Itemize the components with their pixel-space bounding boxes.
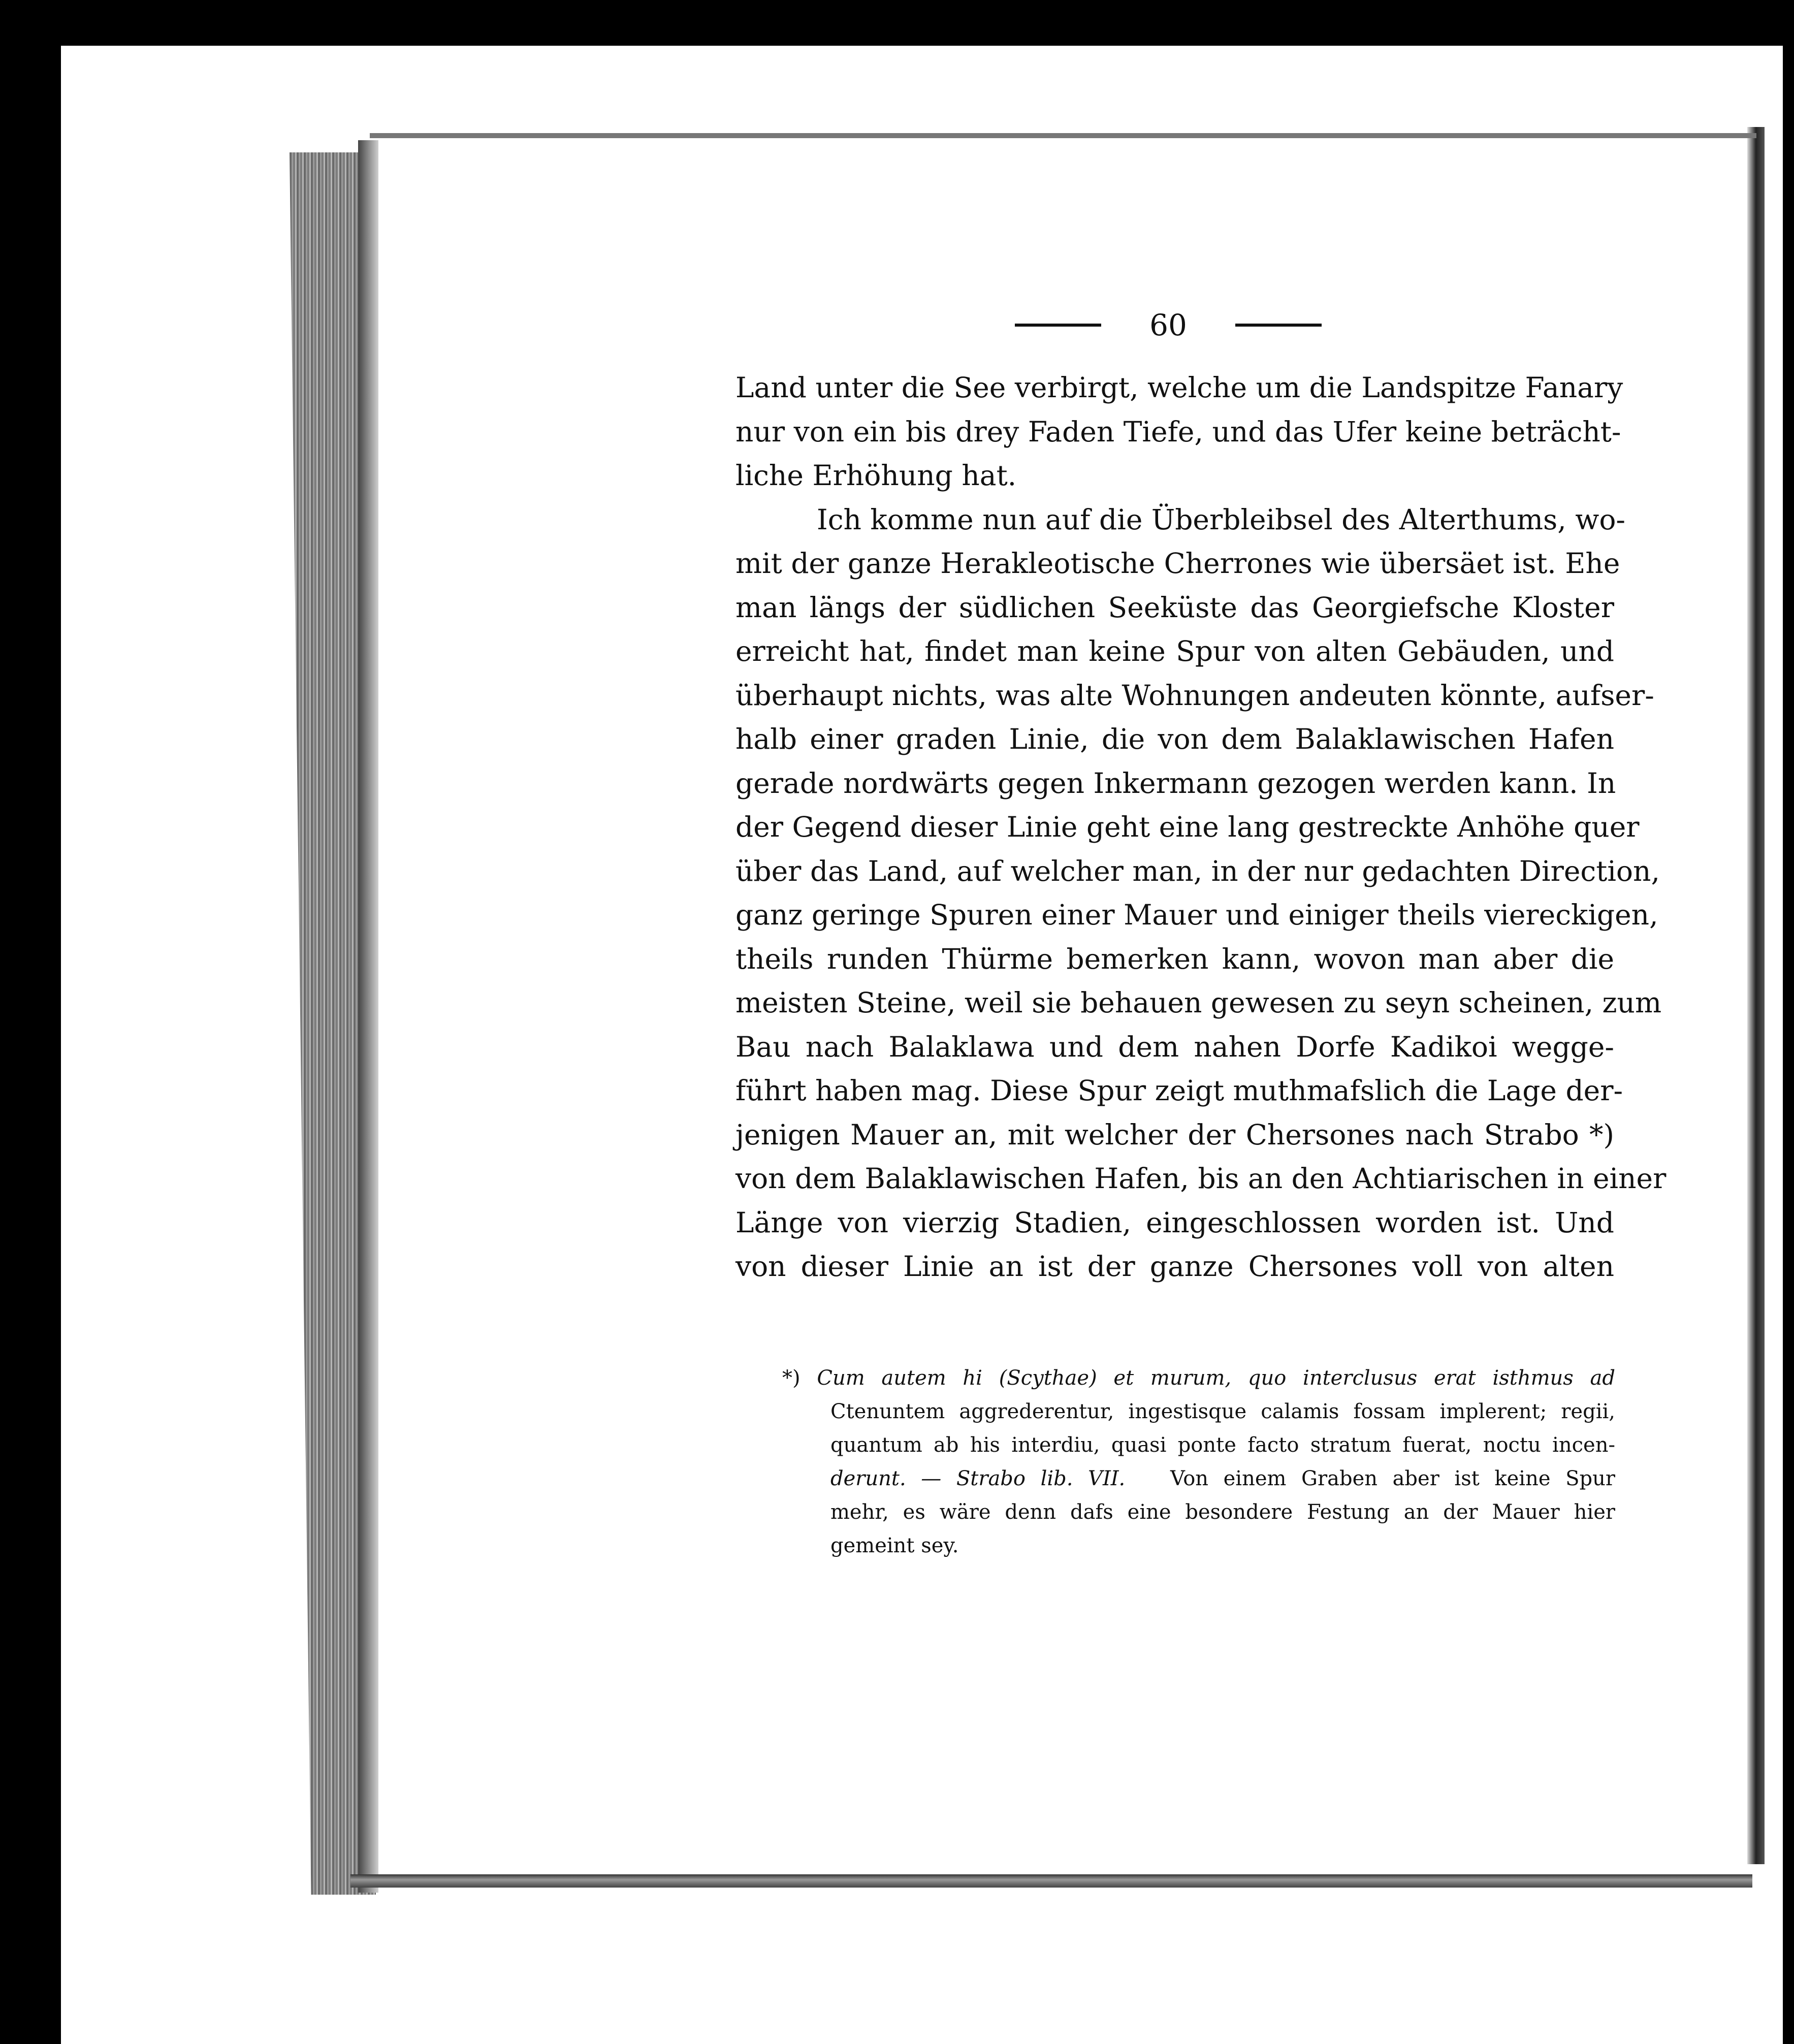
footnote-line: mehr, es wäre denn dafs eine besondere Festung an der Mauer hier [830, 1500, 1615, 1524]
text-line: der Gegend dieser Linie geht eine lang gestreckte Anhöhe quer [735, 811, 1640, 843]
text-line: ganz geringe Spuren einer Mauer und einiger theils viereckigen, [735, 899, 1658, 931]
text-line: nur von ein bis drey Faden Tiefe, und das Ufer keine beträcht- [735, 415, 1621, 448]
text-line: mit der ganze Herakleotische Cherrones wie übersäet ist. Ehe [735, 547, 1620, 580]
footnote [782, 1361, 1615, 1562]
footnote-line: Ctenuntem aggrederentur, ingestisque calamis fossam implerent; regii, [830, 1400, 1615, 1423]
page-number: 60 [1149, 308, 1187, 342]
text-line: von dem Balaklawischen Hafen, bis an den Achtiarischen in einer [735, 1162, 1667, 1195]
text-line: Ich komme nun auf die Überbleibsel des Alterthums, wo- [817, 503, 1626, 536]
text-line: gerade nordwärts gegen Inkermann gezogen werden kann. In [735, 766, 1616, 800]
body-text [735, 366, 1667, 1289]
footnote-citation: derunt. — Strabo lib. VII. [830, 1467, 1126, 1490]
page-header [985, 305, 1351, 345]
footnote-marker: *) [782, 1366, 800, 1390]
footnote-text: Cum autem hi (Scythae) et murum, quo interclusus erat isthmus ad [817, 1366, 1616, 1390]
book-bottom-edge [350, 1874, 1752, 1888]
page-gutter-shadow [358, 140, 378, 1893]
text-line: Länge von vierzig Stadien, eingeschlossen worden ist. Und [735, 1206, 1614, 1239]
book-top-edge [370, 133, 1756, 138]
book-cover-edge [1747, 127, 1765, 1864]
footnote-line [782, 1361, 1615, 1395]
footnote-line: gemeint sey. [830, 1534, 959, 1557]
text-line: man längs der südlichen Seeküste das Georgiefsche Kloster [735, 591, 1614, 624]
text-line: theils runden Thürme bemerken kann, wovon man aber die [735, 942, 1614, 975]
text-line: von dieser Linie an ist der ganze Chersones voll von alten [735, 1250, 1614, 1283]
text-line: halb einer graden Linie, die von dem Balaklawischen Hafen [735, 723, 1614, 755]
text-line: über das Land, auf welcher man, in der nur gedachten Direction, [735, 854, 1660, 887]
header-rule-right [1235, 324, 1322, 327]
text-line: meisten Steine, weil sie behauen gewesen zu seyn scheinen, zum [735, 986, 1662, 1019]
footnote-line [782, 1462, 1615, 1495]
footnote-line: quantum ab his interdiu, quasi ponte facto stratum fuerat, noctu incen- [830, 1433, 1615, 1457]
text-line: erreicht hat, findet man keine Spur von alten Gebäuden, und [735, 635, 1614, 667]
text-line: liche Erhöhung hat. [735, 459, 1017, 492]
text-line: Land unter die See verbirgt, welche um die Landspitze Fanary [735, 371, 1623, 404]
text-line: Bau nach Balaklawa und dem nahen Dorfe Kadikoi wegge- [735, 1030, 1614, 1063]
text-line: jenigen Mauer an, mit welcher der Chersones nach Strabo *) [735, 1118, 1614, 1151]
text-line: führt haben mag. Diese Spur zeigt muthmafslich die Lage der- [735, 1074, 1623, 1107]
header-rule-left [1015, 324, 1101, 327]
footnote-text: Von einem Graben aber ist keine Spur [1170, 1467, 1615, 1490]
text-line: überhaupt nichts, was alte Wohnungen andeuten könnte, aufser- [735, 679, 1654, 712]
